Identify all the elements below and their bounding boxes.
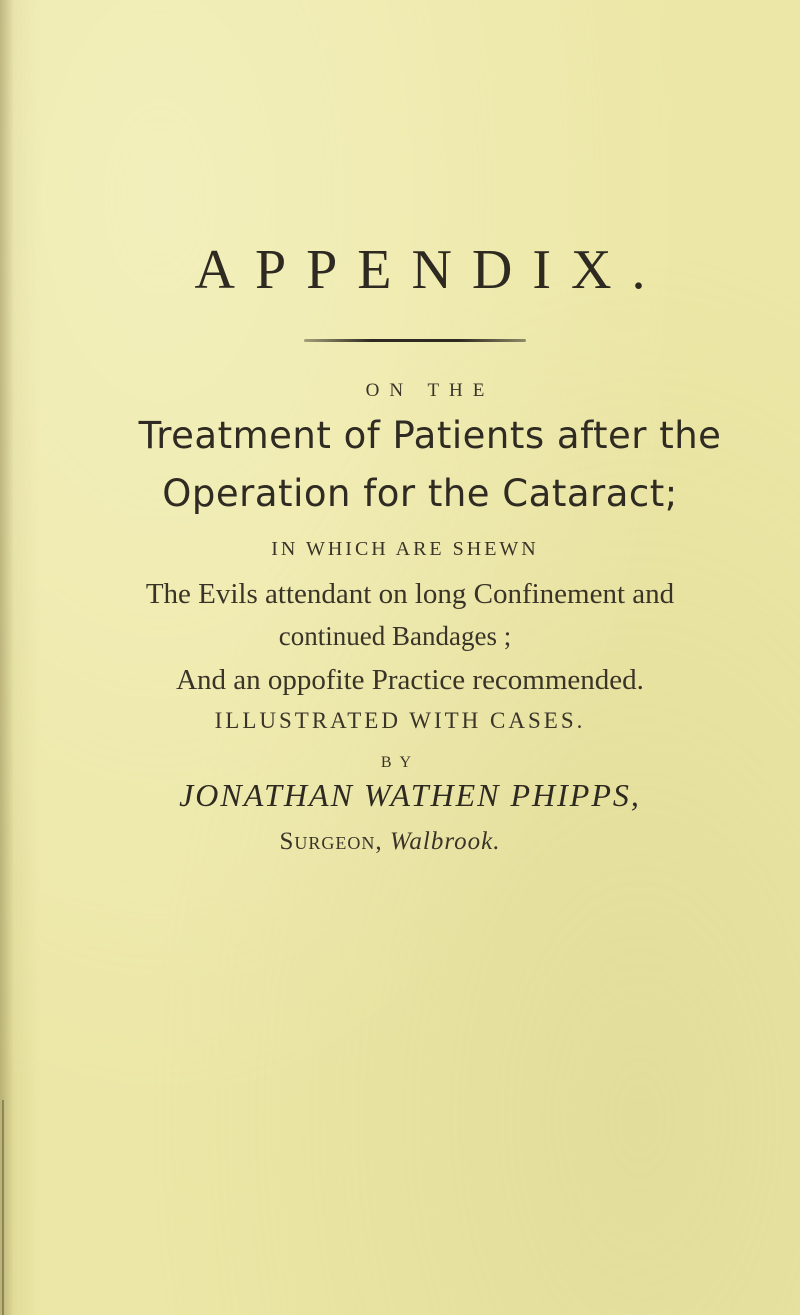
heading-rule (304, 339, 526, 342)
evils-line-2: continued Bandages ; (278, 621, 512, 651)
on-the-label: ON THE (365, 380, 495, 401)
by-label: BY (380, 754, 420, 771)
appendix-heading: APPENDIX. (194, 239, 666, 301)
author-name: JONATHAN WATHEN PHIPPS, (179, 777, 641, 813)
surgeon-title: Surgeon, (279, 828, 383, 855)
surgeon-place: Walbrook. (389, 828, 501, 855)
in-which-label: IN WHICH ARE SHEWN (271, 538, 539, 560)
author-credentials (0, 828, 790, 856)
practice-line: And an oppofite Practice recommended. (176, 664, 644, 696)
title-line-1: Treatment of Patients after the (138, 414, 722, 457)
margin-mark (2, 1100, 4, 1315)
title-line-2: Operation for the Cataract; (162, 472, 678, 515)
evils-line-1: The Evils attendant on long Confinement and (145, 578, 675, 610)
illustrated-label: ILLUSTRATED WITH CASES. (214, 708, 586, 733)
